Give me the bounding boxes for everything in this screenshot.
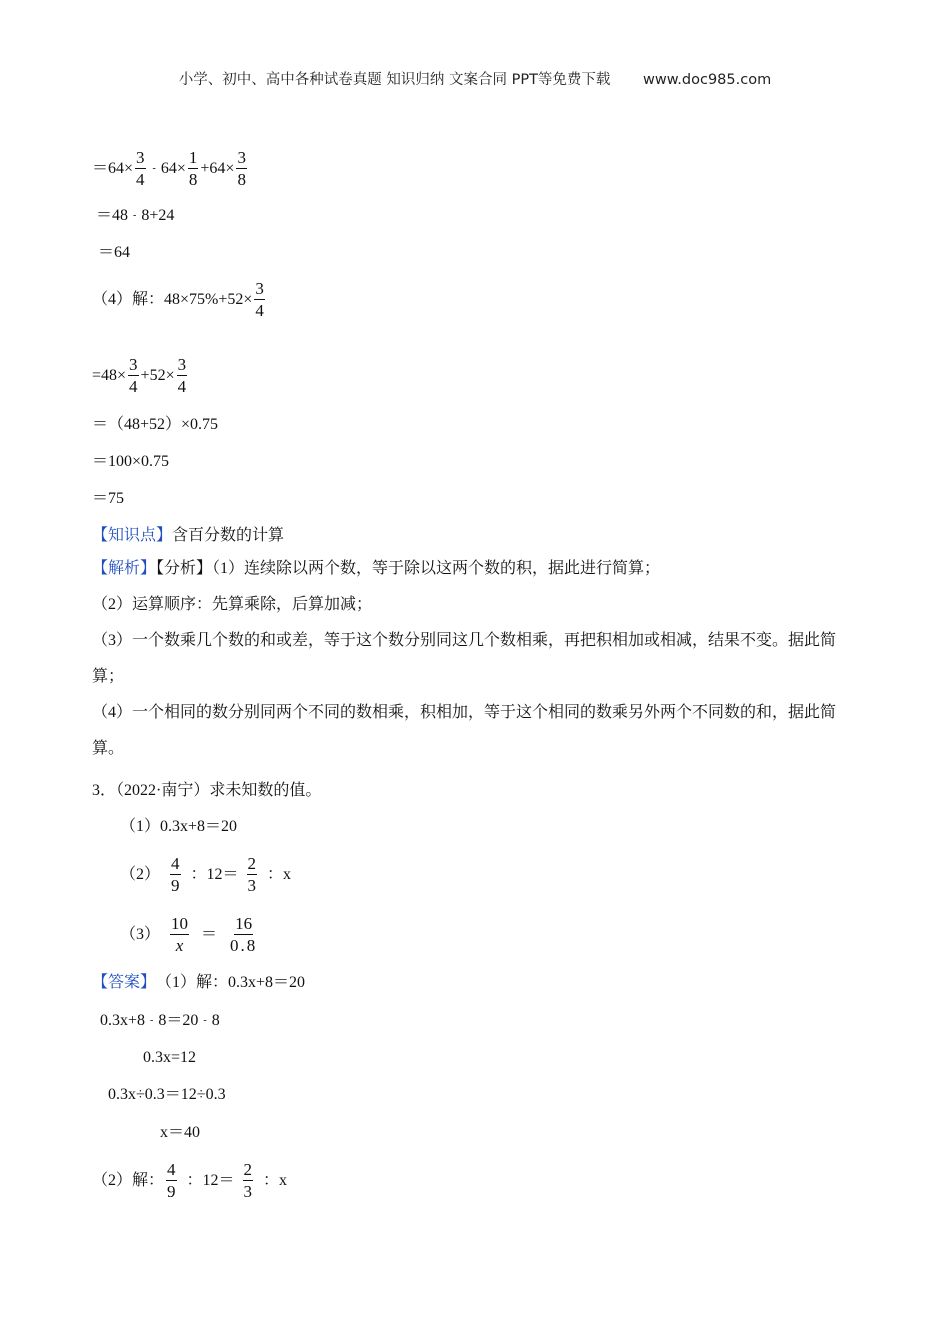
text: ＝48 <box>96 207 129 224</box>
step3-line1 <box>92 148 249 189</box>
denominator: 0.8 <box>230 936 258 955</box>
denominator: 4 <box>129 377 138 396</box>
header-url[interactable]: www.doc985.com <box>643 72 772 88</box>
fraction <box>236 148 247 189</box>
fraction <box>170 914 189 955</box>
fraction <box>135 148 146 189</box>
analysis-text: （1）连续除以两个数，等于除以这两个数的积，据此进行简算； <box>212 560 661 577</box>
denominator: 3 <box>247 876 257 895</box>
q3-item1: （1）0.3x+8＝20 <box>120 818 238 835</box>
text: =48× <box>92 366 127 384</box>
text: ：x <box>263 1171 288 1189</box>
knowledge-tag: 【知识点】 <box>92 527 173 544</box>
analysis-p3: （3）一个数乘几个数的和或差，等于这个数分别同这几个数相乘，再把积相加或相减，结果不变。据此简算； <box>92 632 837 685</box>
fraction <box>188 148 199 189</box>
step3-line2 <box>96 206 174 226</box>
equals-sign: ＝ <box>201 925 218 943</box>
text: （4）解：48×75%+52× <box>92 290 253 308</box>
text: 8＝20 <box>158 1012 199 1029</box>
denominator: 4 <box>136 170 145 189</box>
q3-item3 <box>120 914 260 955</box>
step4-line3: ＝（48+52）×0.75 <box>92 416 219 433</box>
numerator: 3 <box>177 355 187 374</box>
text: 64× <box>160 159 186 177</box>
text: +64× <box>200 159 235 177</box>
answer-line5: x＝40 <box>160 1124 201 1141</box>
text: +52× <box>140 366 175 384</box>
numerator: 3 <box>255 279 264 298</box>
fraction <box>229 914 258 955</box>
numerator: 2 <box>247 854 257 873</box>
numerator: 1 <box>188 148 198 167</box>
text: 0.3x+8 <box>100 1012 146 1029</box>
fraction <box>254 279 265 320</box>
minus-sign: - <box>152 162 156 174</box>
denominator: 4 <box>255 301 264 320</box>
knowledge-point <box>92 526 284 546</box>
numerator: 4 <box>167 1160 176 1179</box>
q3-item2 <box>120 854 291 895</box>
analysis-block <box>92 551 862 767</box>
analysis-p2: （2）运算顺序：先算乘除，后算加减； <box>92 596 373 613</box>
numerator: 3 <box>129 355 138 374</box>
analysis-tag: 【解析】 <box>92 560 157 577</box>
step3-line3: ＝64 <box>98 244 131 261</box>
numerator: 16 <box>235 914 253 933</box>
numerator: 3 <box>237 148 246 167</box>
minus-sign: - <box>203 1015 207 1026</box>
numerator: 2 <box>243 1160 253 1179</box>
denominator: 8 <box>188 170 198 189</box>
answer-line2 <box>100 1011 220 1031</box>
numerator: 3 <box>136 148 145 167</box>
step4-line1 <box>92 279 267 320</box>
fraction <box>243 1160 254 1201</box>
item-label: （3） <box>120 925 161 943</box>
answer-line6 <box>92 1160 287 1201</box>
answer-tag: 【答案】 <box>92 974 157 991</box>
numerator: 10 <box>171 914 189 933</box>
minus-sign: - <box>150 1015 154 1026</box>
denominator: 9 <box>171 876 180 895</box>
fraction <box>247 854 258 895</box>
text: ：12＝ <box>186 1171 235 1189</box>
text: 8 <box>211 1012 220 1029</box>
text: ＝64× <box>92 159 134 177</box>
step4-line2 <box>92 355 189 396</box>
analysis-p1 <box>92 551 862 587</box>
header-text: 小学、初中、高中各种试卷真题 知识归纳 文案合同 PPT等免费下载 <box>178 72 611 88</box>
step4-line4: ＝100×0.75 <box>92 453 170 470</box>
fraction <box>128 355 139 396</box>
answer-line4: 0.3x÷0.3＝12÷0.3 <box>108 1086 226 1103</box>
fraction <box>166 1160 177 1201</box>
denominator: 8 <box>237 170 246 189</box>
denominator: 9 <box>167 1182 176 1201</box>
step4-line5: ＝75 <box>92 490 125 507</box>
fraction <box>170 854 181 895</box>
numerator: 4 <box>171 854 180 873</box>
text: 8+24 <box>141 207 175 224</box>
denominator: 3 <box>243 1182 253 1201</box>
minus-sign: - <box>133 210 137 221</box>
text: ：12＝ <box>190 865 239 883</box>
denominator: x <box>175 936 184 955</box>
answer-line1 <box>92 973 305 993</box>
item-label: （2） <box>120 865 161 883</box>
text: （2）解： <box>92 1171 165 1189</box>
denominator: 4 <box>177 377 187 396</box>
answer-line3: 0.3x=12 <box>143 1049 197 1066</box>
analysis-subtag: 【分析】 <box>156 560 213 577</box>
analysis-p4: （4）一个相同的数分别同两个不同的数相乘，积相加，等于这个相同的数乘另外两个不同数的和，据此简算。 <box>92 704 837 757</box>
knowledge-text: 含百分数的计算 <box>172 527 285 544</box>
text: （1）解：0.3x+8＝20 <box>156 974 306 991</box>
q3-title: 3．（2022·南宁）求未知数的值。 <box>92 782 322 799</box>
text: ：x <box>267 865 292 883</box>
fraction <box>177 355 188 396</box>
page-header <box>0 68 950 89</box>
